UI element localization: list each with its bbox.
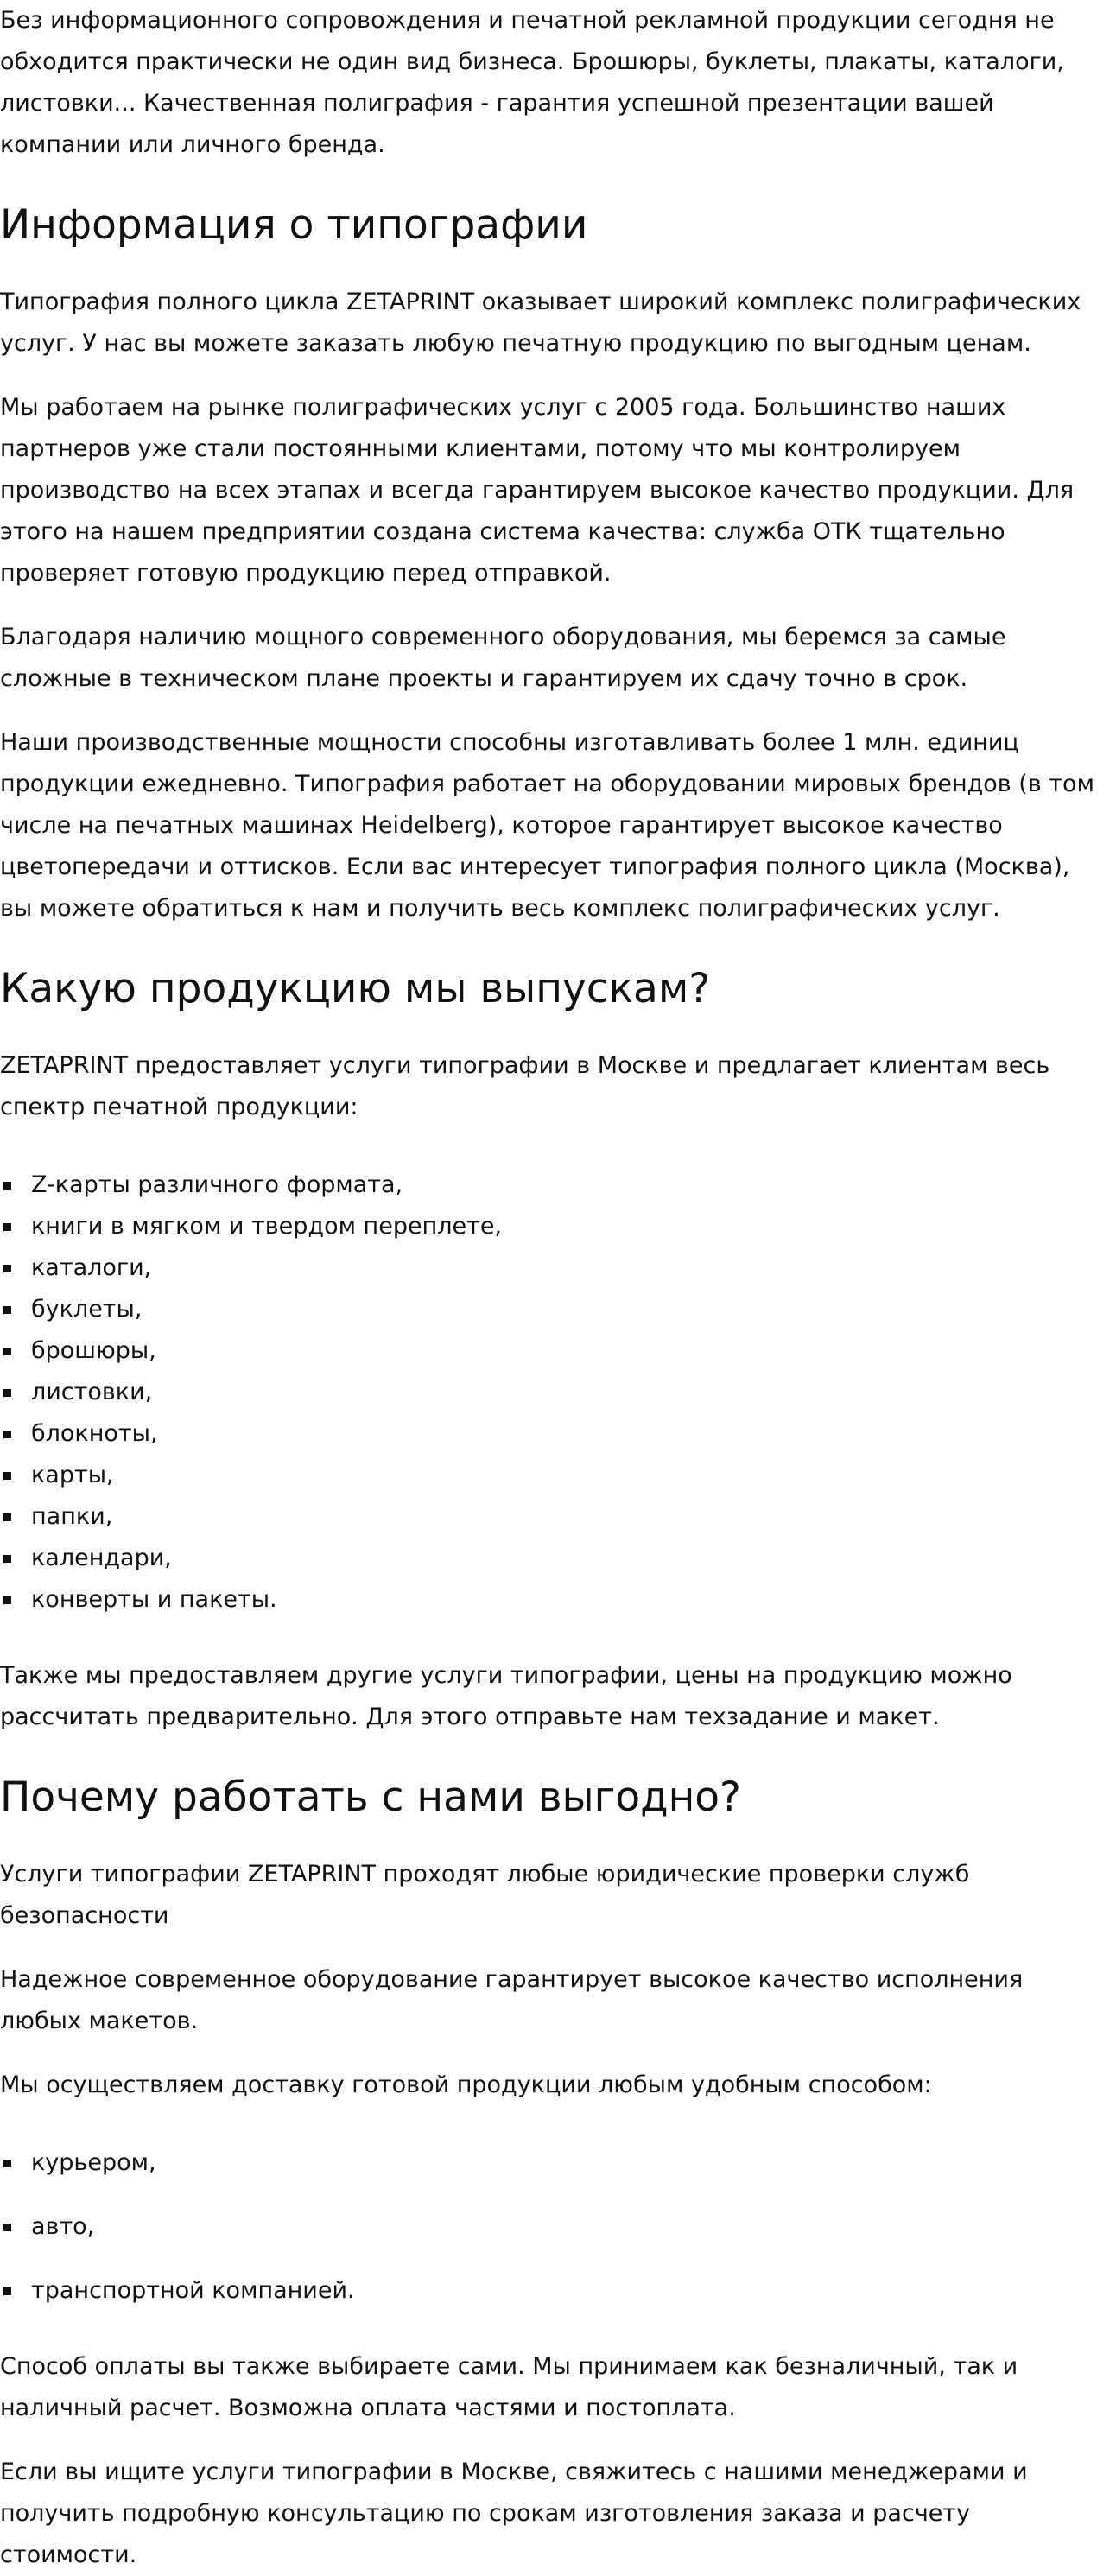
- bullet-icon: [3, 1472, 11, 1480]
- list-item-label: конверты и пакеты.: [31, 1586, 277, 1613]
- list-item-label: карты,: [31, 1462, 114, 1488]
- about-paragraph-1: Типография полного цикла ZETAPRINT оказывает широкий комплекс полиграфических услуг. У нас вы можете заказать любую печатную продукцию по выгодным ценам.: [0, 289, 1081, 357]
- why-paragraph-1: Услуги типографии ZETAPRINT проходят любые юридические проверки служб безопасности: [0, 1861, 970, 1929]
- list-item-label: книги в мягком и твердом переплете,: [31, 1213, 503, 1240]
- list-item: [0, 1289, 1097, 1330]
- list-item: [0, 1538, 1097, 1579]
- products-list: [0, 1164, 1097, 1621]
- list-item: [0, 1164, 1097, 1206]
- products-after-paragraph: Также мы предоставляем другие услуги типографии, цены на продукцию можно рассчитать предварительно. Для этого отправьте нам техзадание и макет.: [0, 1662, 1012, 1730]
- bullet-icon: [3, 2160, 11, 2167]
- intro-paragraph: Без информационного сопровождения и печатной рекламной продукции сегодня не обходится практически не один вид бизнеса. Брошюры, буклеты, плакаты, каталоги, листовки... Качественная полиграфия - гарантия успешной презентации вашей компании или личного бренда.: [0, 7, 1064, 158]
- list-item-label: каталоги,: [31, 1254, 152, 1281]
- why-paragraph-3: Мы осуществляем доставку готовой продукции любым удобным способом:: [0, 2072, 932, 2098]
- list-item-label: буклеты,: [31, 1296, 143, 1323]
- heading-products: Какую продукцию мы выпускам?: [0, 965, 711, 1012]
- list-item-label: курьером,: [31, 2149, 156, 2176]
- bullet-icon: [3, 1389, 11, 1397]
- heading-why: Почему работать с нами выгодно?: [0, 1773, 742, 1821]
- list-item-label: брошюры,: [31, 1337, 156, 1364]
- bullet-icon: [3, 1306, 11, 1314]
- list-item-label: календари,: [31, 1545, 172, 1571]
- bullet-icon: [3, 1348, 11, 1355]
- heading-about: Информация о типографии: [0, 201, 588, 249]
- list-item: [0, 1455, 1097, 1496]
- list-item-label: блокноты,: [31, 1420, 158, 1447]
- bullet-icon: [3, 1596, 11, 1604]
- list-item: [0, 1206, 1097, 1247]
- list-item: [0, 2142, 1097, 2184]
- list-item: [0, 1372, 1097, 1413]
- bullet-icon: [3, 1182, 11, 1190]
- payment-paragraph: Способ оплаты вы также выбираете сами. Мы принимаем как безналичный, так и наличный расчет. Возможна оплата частями и постоплата.: [0, 2353, 1018, 2421]
- list-item-label: Z-карты различного формата,: [31, 1171, 403, 1198]
- why-paragraph-2: Надежное современное оборудование гарантирует высокое качество исполнения любых макетов.: [0, 1966, 1024, 2034]
- bullet-icon: [3, 1265, 11, 1272]
- list-item: [0, 1413, 1097, 1455]
- list-item-label: папки,: [31, 1503, 113, 1530]
- products-lead: ZETAPRINT предоставляет услуги типографии в Москве и предлагает клиентам весь спектр печатной продукции:: [0, 1052, 1050, 1120]
- about-paragraph-2: Мы работаем на рынке полиграфических услуг с 2005 года. Большинство наших партнеров уже стали постоянными клиентами, потому что мы контролируем производство на всех этапах и всегда гарантируем высокое качество продукции. Для этого на нашем предприятии создана система качества: служба ОТК тщательно проверяет готовую продукцию перед отправкой.: [0, 394, 1075, 587]
- list-item-label: листовки,: [31, 1379, 153, 1405]
- about-paragraph-4: Наши производственные мощности способны изготавливать более 1 млн. единиц продукции ежедневно. Типография работает на оборудовании мировых брендов (в том числе на печатных машинах Heidelberg), которое гарантирует высокое качество цветопередачи и оттисков. Если вас интересует типография полного цикла (Москва), вы можете обратиться к нам и получить весь комплекс полиграфических услуг.: [0, 729, 1094, 922]
- contact-paragraph: Если вы ищите услуги типографии в Москве, свяжитесь с нашими менеджерами и получить подробную консультацию по срокам изготовления заказа и расчету стоимости.: [0, 2459, 1028, 2568]
- list-item-label: транспортной компанией.: [31, 2277, 355, 2304]
- bullet-icon: [3, 2287, 11, 2295]
- list-item: [0, 2206, 1097, 2248]
- bullet-icon: [3, 1555, 11, 1563]
- bullet-icon: [3, 1431, 11, 1438]
- list-item-label: авто,: [31, 2213, 95, 2240]
- delivery-list: [0, 2142, 1097, 2312]
- about-paragraph-3: Благодаря наличию мощного современного оборудования, мы беремся за самые сложные в техническом плане проекты и гарантируем их сдачу точно в срок.: [0, 624, 1006, 692]
- list-item: [0, 1579, 1097, 1621]
- bullet-icon: [3, 2224, 11, 2231]
- list-item: [0, 2270, 1097, 2312]
- bullet-icon: [3, 1223, 11, 1231]
- list-item: [0, 1247, 1097, 1289]
- list-item: [0, 1496, 1097, 1538]
- bullet-icon: [3, 1513, 11, 1521]
- list-item: [0, 1330, 1097, 1372]
